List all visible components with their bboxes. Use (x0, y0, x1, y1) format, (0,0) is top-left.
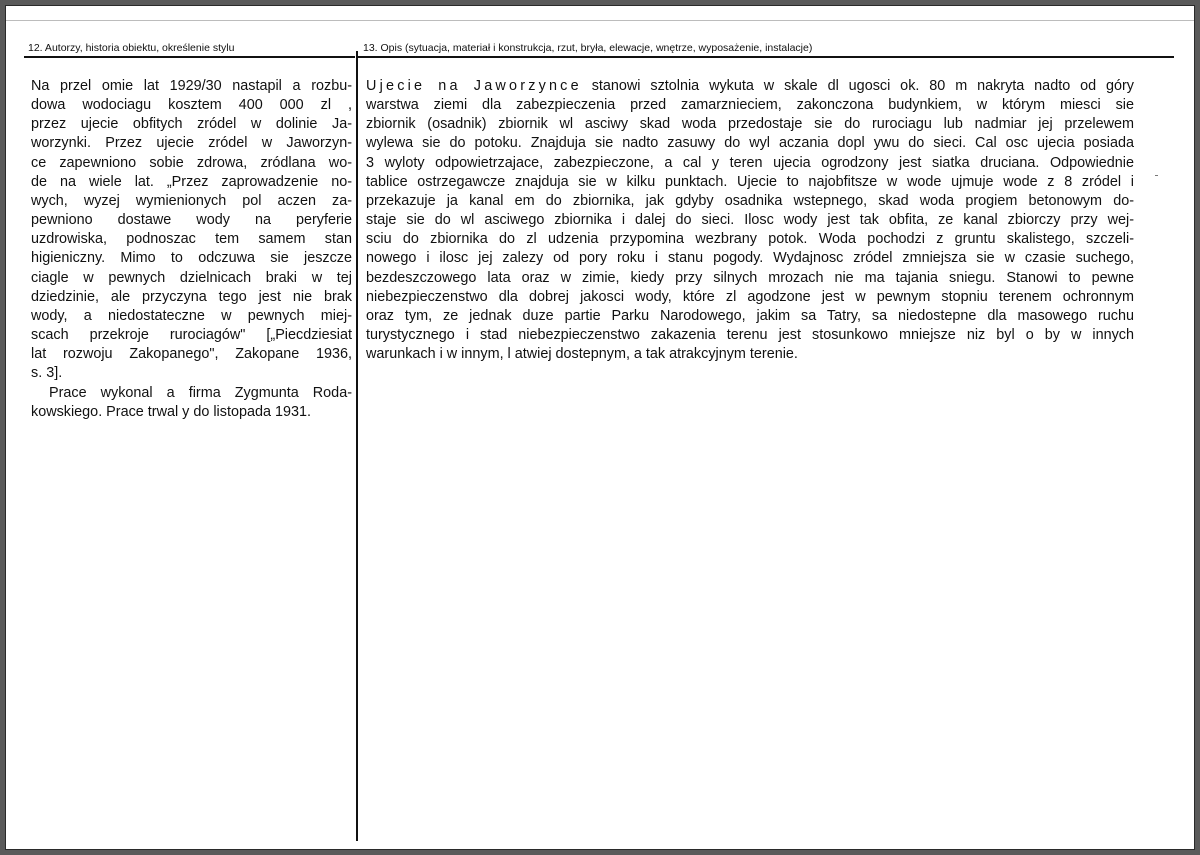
section-13-line: warunkach i w innym, l atwiej dostepnym, a tak atrakcyjnym terenie. (366, 346, 798, 363)
section-13-line: bezdeszczowego lata oraz w zimie, kiedy przy silnych mrozach nie ma tajania sniegu. Stanowi to pewne (366, 269, 1134, 286)
section-12-line: worzynki. Przez ujecie zródel w Jaworzyn- (31, 135, 352, 152)
section-12-title-underline (24, 56, 355, 58)
section-12-line: lat rozwoju Zakopanego", Zakopane 1936, (31, 346, 352, 363)
section-13-first-line (366, 77, 1134, 96)
section-13-lead-words: Ujecie na Jaworzynce (366, 78, 582, 94)
section-13-line: oraz tym, ze jednak duze partie Parku Narodowego, jakim sa Tatry, sa niedostepne dla masowego ruchu (366, 307, 1134, 324)
section-12-line: uzdrowiska, podnoszac tem samem stan (31, 231, 352, 248)
scan-speck (1155, 175, 1158, 176)
top-border-line (6, 20, 1194, 21)
section-12-line: Na przel omie lat 1929/30 nastapil a rozbu- (31, 78, 352, 94)
section-12-line: pewniono dostawe wody na peryferie (31, 212, 352, 229)
section-13-line: sciu do zbiornika do zl udzenia przypomina wezbrany potok. Woda pochodzi z gruntu skalistego, szczeli- (366, 231, 1134, 248)
section-13-line: przekazuje ja kanal em do zbiornika, jak gdyby osadnika wstepnego, skad woda progiem betonowym do- (366, 192, 1134, 209)
section-13-line: turystycznego i stad niebezpieczenstwo zakazenia terenu jest stosunkowo mniejsze niz byl o by w innych (366, 327, 1134, 344)
section-12-line: de na wiele lat. „Przez zaprowadzenie no- (31, 173, 352, 190)
section-13-line: tablice ostrzegawcze znajduja sie w kilku punktach. Ujecie to najobfitsze w wode ujmuje wode z 8 zródel i (366, 173, 1134, 190)
section-13-line: nowego i ilosc jej zalezy od pory roku i stanu pogody. Wydajnosc zródel zmniejsza sie w czasie suchego, (366, 250, 1134, 267)
section-12-line: dowa wodociagu kosztem 400 000 zl , (31, 97, 352, 114)
section-12-line: wych, wyzej wymienionych pol aczen za- (31, 192, 352, 209)
section-12-line: kowskiego. Prace trwal y do listopada 1931. (31, 403, 311, 420)
section-12-line: wody, a niedostateczne w pewnych miej- (31, 307, 352, 324)
section-12-line: ciagle w pewnych dzielnicach braki w tej (31, 269, 352, 286)
section-13-first-line-rest: stanowi sztolnia wykuta w skale dl ugosci ok. 80 m nakryta nadto od góry (581, 78, 1135, 94)
section-13-line: 3 wyloty odpowietrzajace, zabezpieczone, a cal y teren ujecia ogrodzony jest siatka druciana. Odpowiednie (366, 154, 1134, 171)
section-12-line: higieniczny. Mimo to odczuwa sie jeszcze (31, 250, 352, 267)
section-13-line: zbiornik (osadnik) zbiornik wl asciwy skad woda przedostaje sie do rurociagu lub nadmiar jej przelewem (366, 116, 1134, 133)
section-13-line: wylewa sie do potoku. Znajduja sie nadto zasuwy do wyl aczania dopl ywu do sieci. Cal osc ujecia posiada (366, 135, 1134, 152)
section-12-line: scach przekroje rurociagów" [„Piecdziesiat (31, 327, 352, 344)
section-13-title: 13. Opis (sytuacja, materiał i konstrukcja, rzut, bryła, elewacje, wnętrze, wyposażenie, instalacje) (363, 42, 813, 54)
document-page (5, 5, 1195, 850)
section-13-line: warstwa ziemi dla zabezpieczenia przed zamarznieciem, zakonczona budynkiem, w którym miesci sie (366, 97, 1134, 114)
section-12-line: ce zapewniono sobie zdrowa, zródlana wo- (31, 154, 352, 171)
section-12-line: s. 3]. (31, 365, 63, 382)
section-13-title-underline (358, 56, 1174, 58)
section-12-line: przez ujecie obfitych zródel w dolinie Ja- (31, 116, 352, 133)
section-13-line: staje sie do wl asciwego zbiornika i dalej do sieci. Ilosc wody jest tak obfita, ze kanal zbiorczy przy wej- (366, 212, 1134, 229)
section-12-body (31, 77, 352, 422)
section-13-line: niebezpieczenstwo dla dobrej jakosci wody, które zl agodzone jest w pewnym stopniu terenem ochronnym (366, 288, 1134, 305)
section-13-body (366, 77, 1134, 364)
column-divider (356, 51, 358, 841)
section-12-line: dziedzinie, ale przyczyna tego jest nie brak (31, 288, 352, 305)
section-12-title: 12. Autorzy, historia obiektu, określenie stylu (28, 42, 235, 54)
section-12-line: Prace wykonal a firma Zygmunta Roda- (49, 384, 352, 401)
